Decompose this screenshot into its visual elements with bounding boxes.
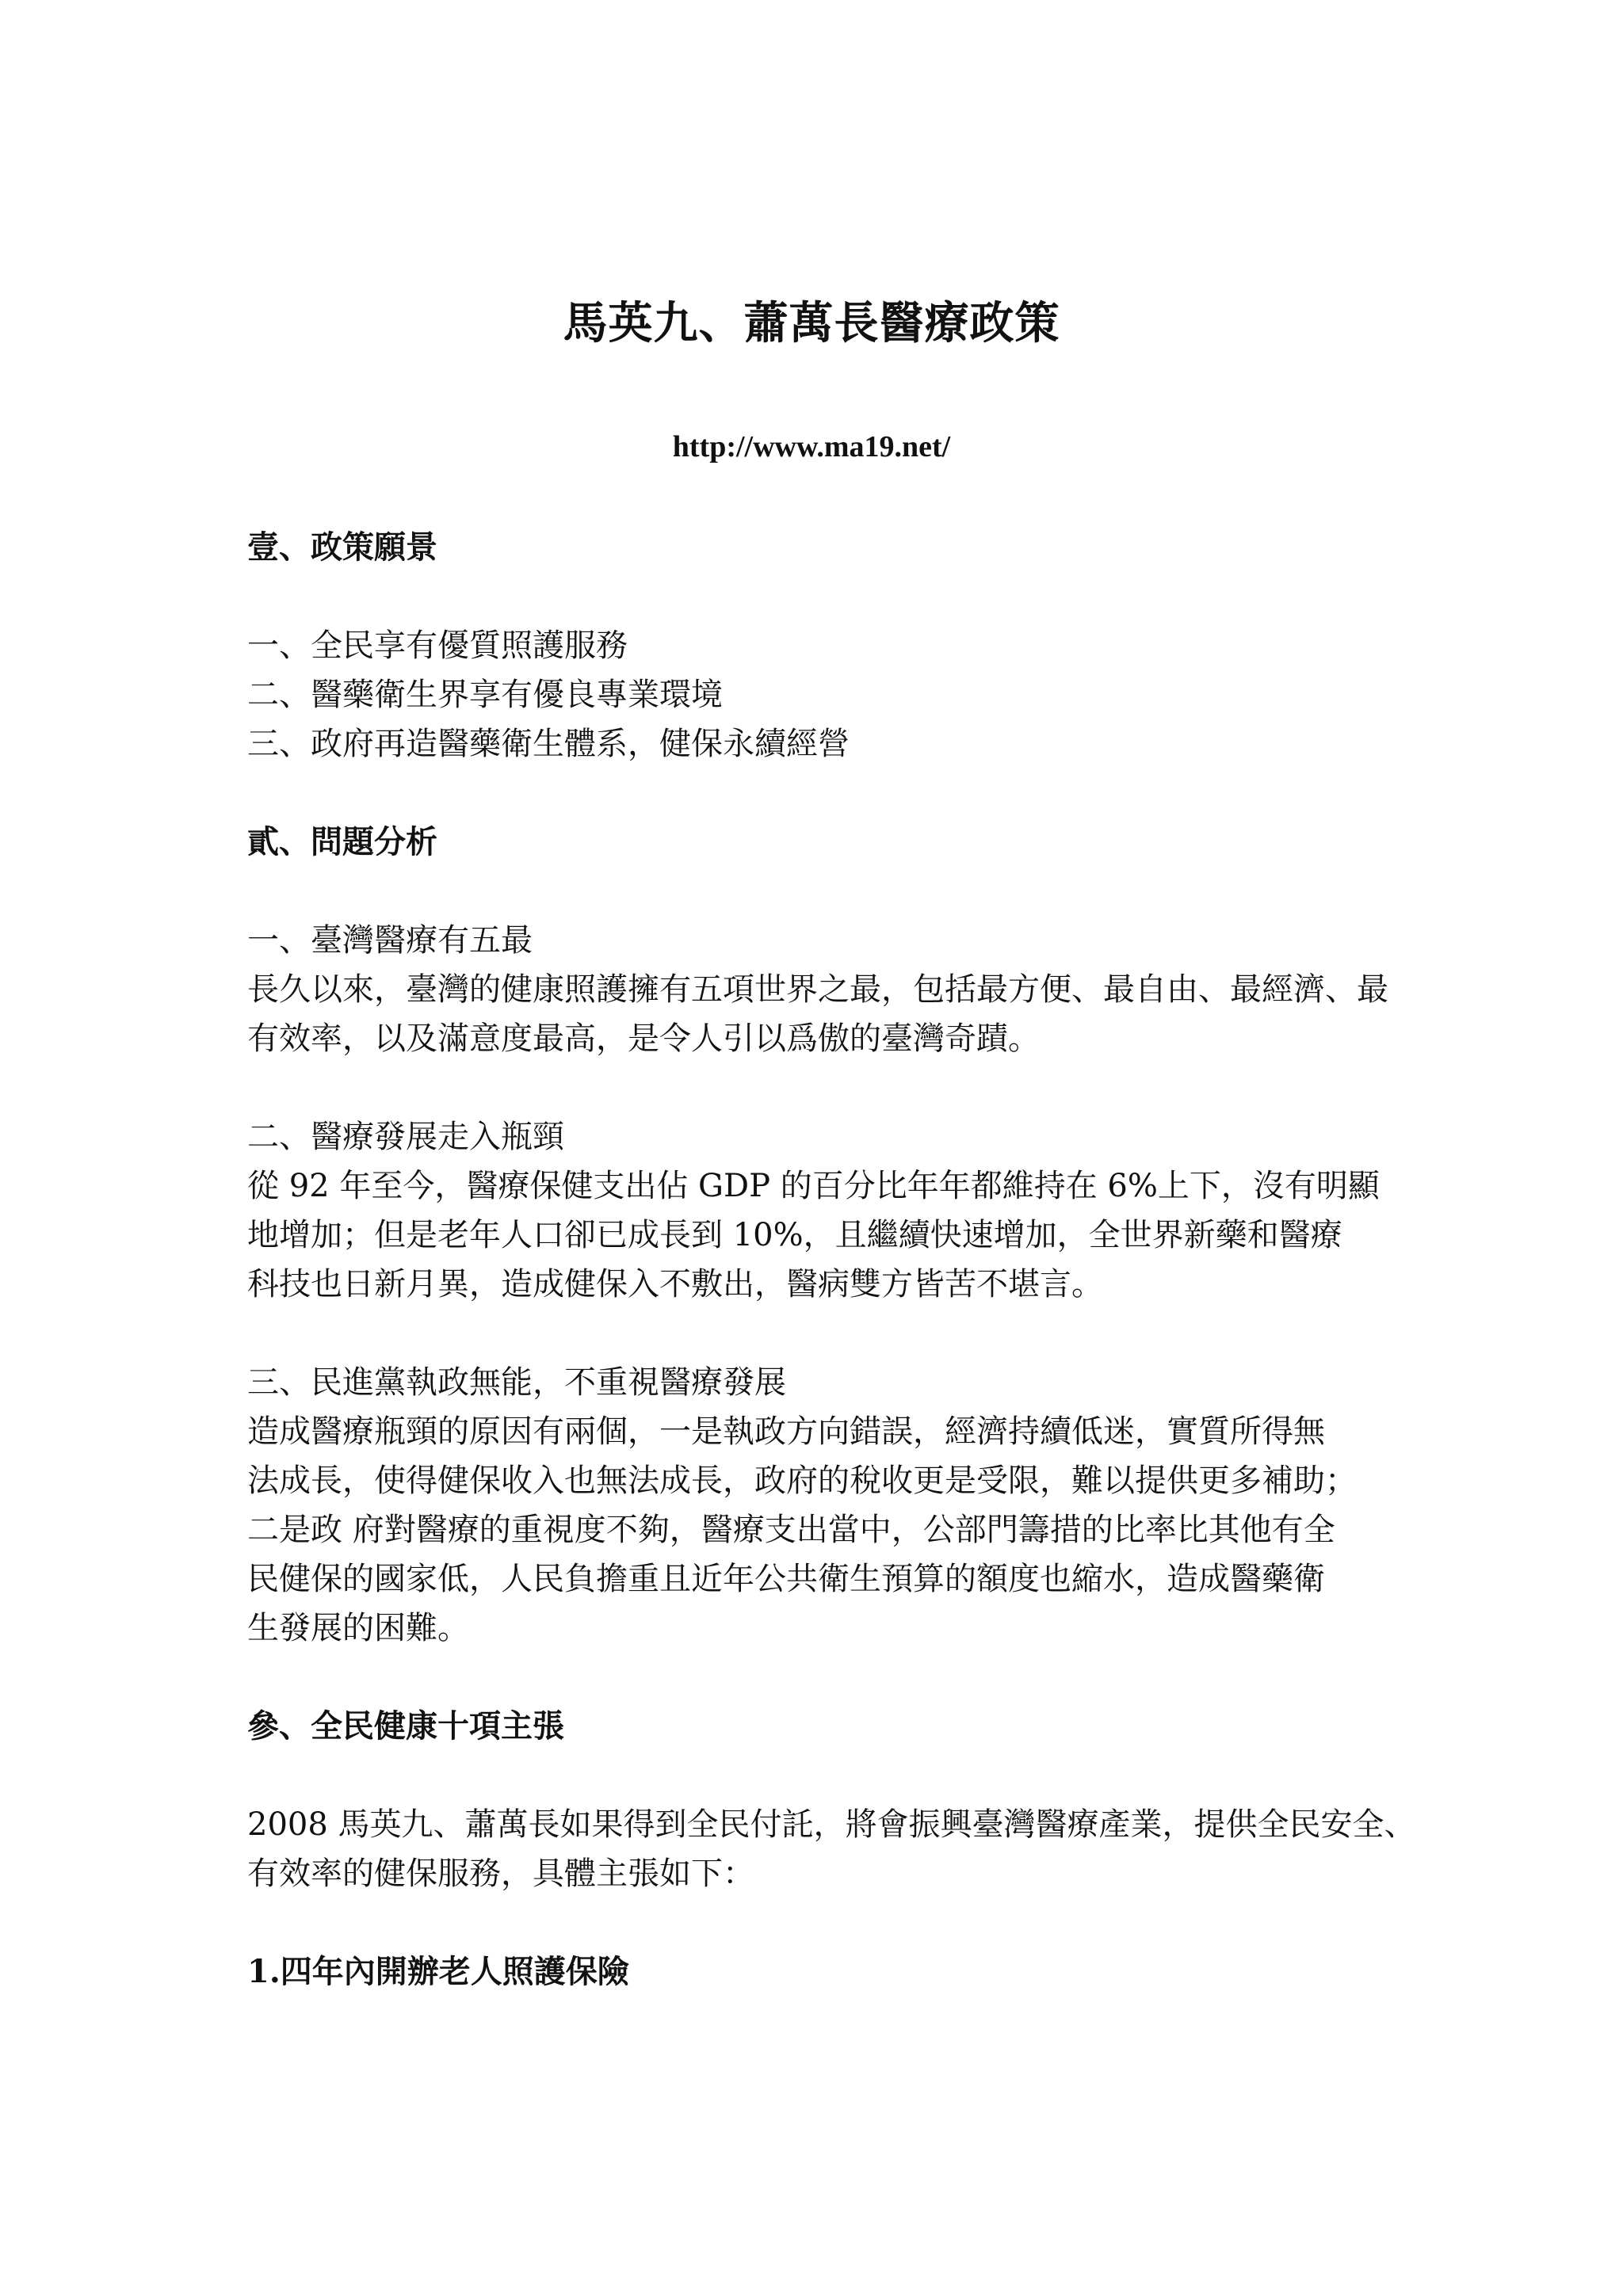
subsection-heading: 一、臺灣醫療有五最 — [247, 922, 533, 959]
subsection-heading: 二、醫療發展走入瓶頸 — [247, 1119, 564, 1155]
source-url: http://www.ma19.net/ — [672, 430, 951, 463]
section-2-heading: 貳、問題分析 — [247, 823, 437, 860]
paragraph-line: 2008 馬英九、蕭萬長如果得到全民付託，將會振興臺灣醫療產業，提供全民安全、 — [247, 1806, 1416, 1843]
section-3-heading: 參、全民健康十項主張 — [247, 1707, 564, 1745]
paragraph-line: 造成醫療瓶頸的原因有兩個，一是執政方向錯誤，經濟持續低迷，實質所得無 — [247, 1413, 1325, 1450]
vision-item: 二、醫藥衛生界享有優良專業環境 — [247, 677, 723, 713]
paragraph-line: 法成長，使得健保收入也無法成長，政府的稅收更是受限，難以提供更多補助； — [247, 1463, 1357, 1499]
proposal-1-heading: 1.四年內開辦老人照護保險 — [247, 1953, 629, 1990]
paragraph-line: 有效率，以及滿意度最高，是令人引以爲傲的臺灣奇蹟。 — [247, 1020, 1040, 1057]
document-body — [247, 523, 1436, 1997]
paragraph-line: 從 92 年至今，醫療保健支出佔 GDP 的百分比年年都維持在 6%上下，沒有明顯 — [247, 1168, 1380, 1204]
vision-item: 三、政府再造醫藥衛生體系，健保永續經營 — [247, 726, 850, 762]
paragraph-line: 地增加；但是老年人口卻已成長到 10%，且繼續快速增加，全世界新藥和醫療 — [247, 1217, 1342, 1253]
vision-item: 一、全民享有優質照護服務 — [247, 627, 628, 664]
paragraph-line: 科技也日新月異，造成健保入不敷出，醫病雙方皆苦不堪言。 — [247, 1266, 1103, 1302]
paragraph-line: 長久以來，臺灣的健康照護擁有五項世界之最，包括最方便、最自由、最經濟、最 — [247, 971, 1388, 1008]
paragraph-line: 二是政 府對醫療的重視度不夠，醫療支出當中，公部門籌措的比率比其他有全 — [247, 1512, 1335, 1548]
subsection-heading: 三、民進黨執政無能，不重視醫療發展 — [247, 1364, 786, 1401]
paragraph-line: 生發展的困難。 — [247, 1610, 469, 1646]
document-title: 馬英九、蕭萬長醫療政策 — [563, 297, 1060, 349]
paragraph-line: 民健保的國家低，人民負擔重且近年公共衛生預算的額度也縮水，造成醫藥衛 — [247, 1561, 1325, 1597]
section-1-heading: 壹、政策願景 — [247, 528, 437, 566]
paragraph-line: 有效率的健保服務，具體主張如下： — [247, 1855, 754, 1892]
